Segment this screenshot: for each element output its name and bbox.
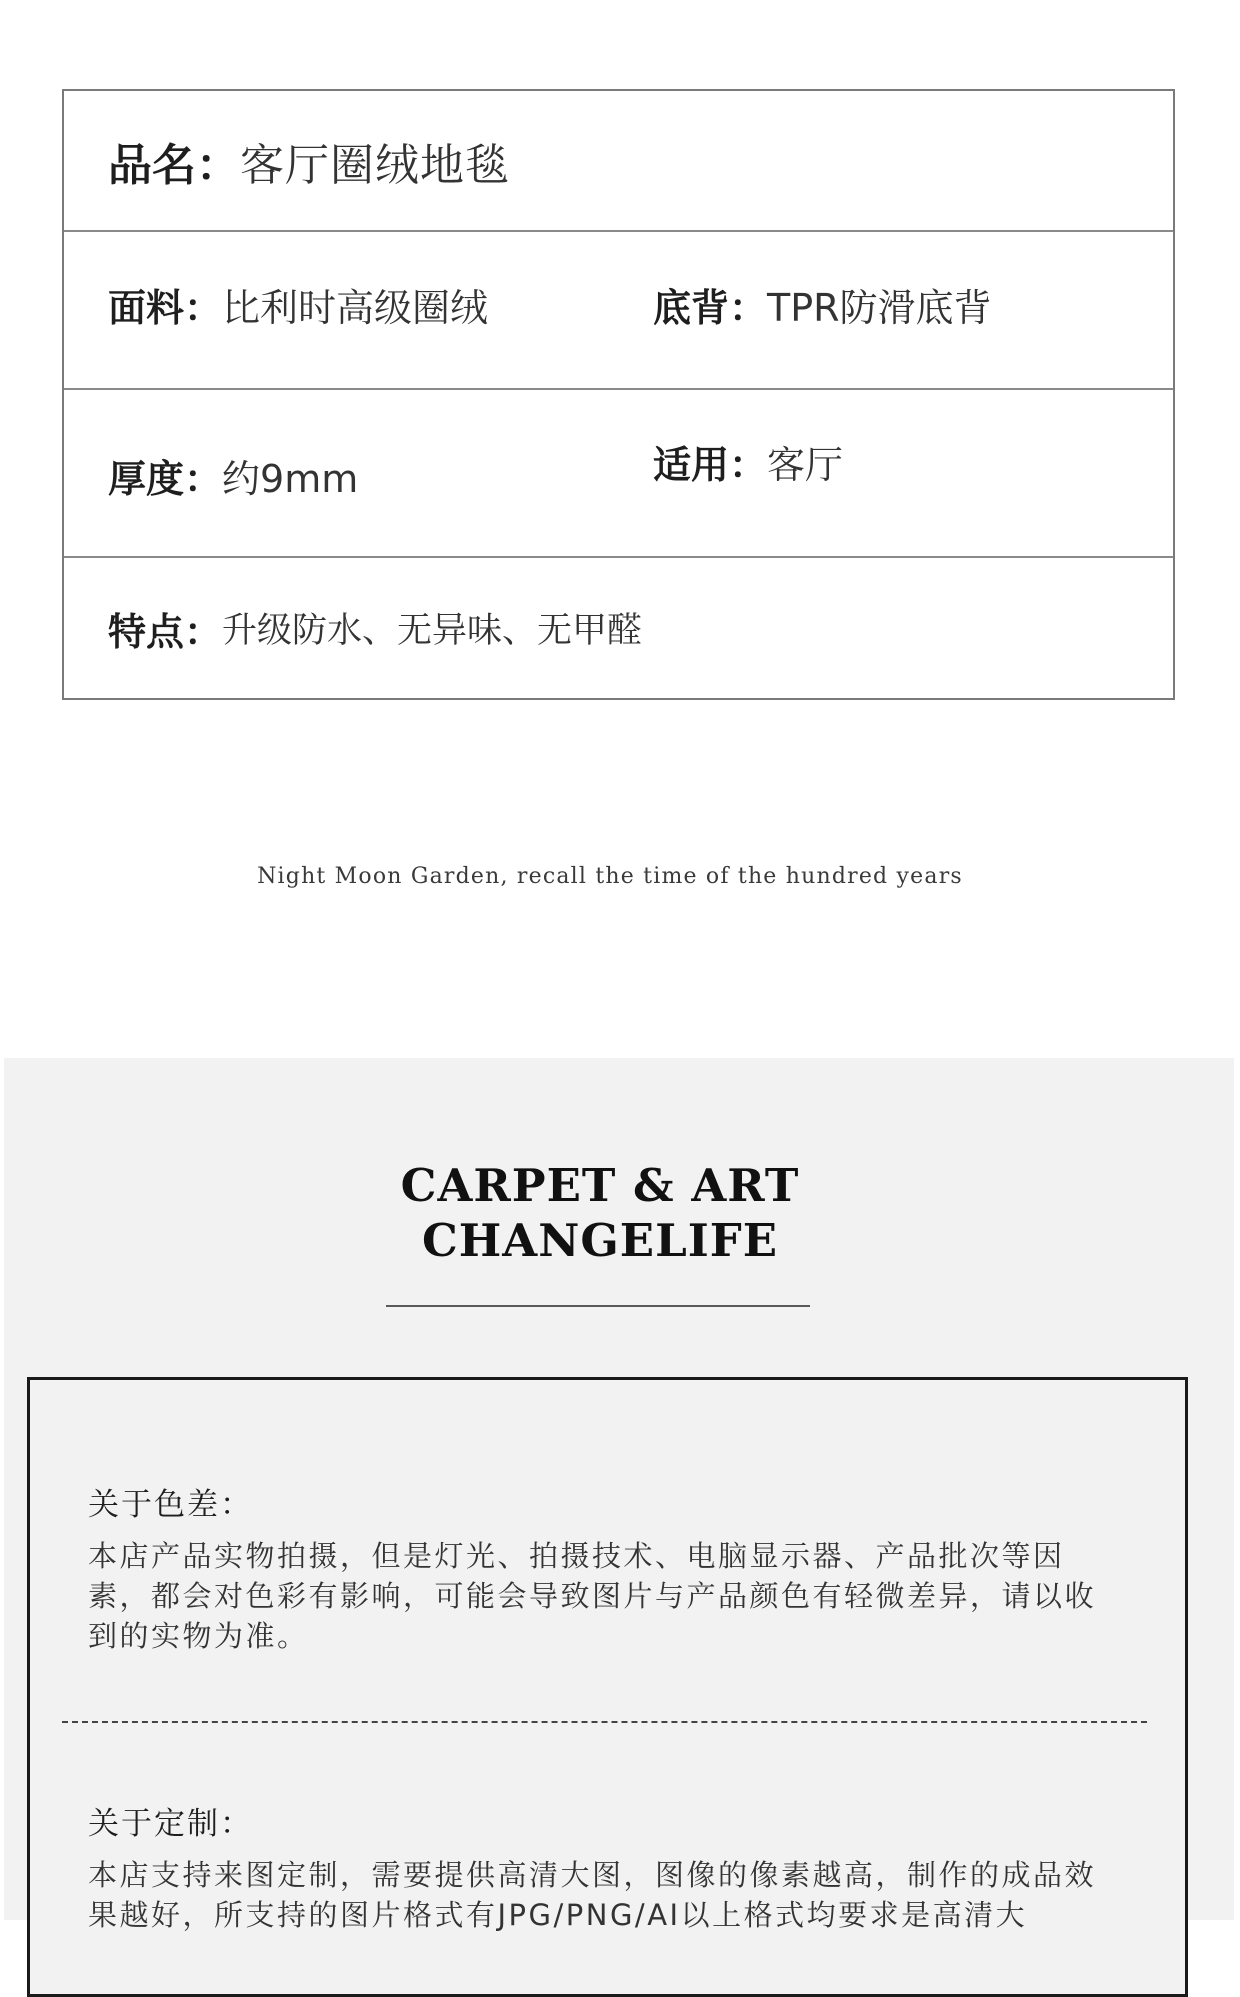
spec-row-features (64, 558, 1173, 698)
brand-line-2: CHANGELIFE (421, 1214, 779, 1267)
spec-row-thickness (64, 390, 1173, 558)
spec-value: TPR防滑底背 (767, 285, 992, 330)
spec-key: 底背： (653, 285, 768, 330)
notice-body-color: 本店产品实物拍摄，但是灯光、拍摄技术、电脑显示器、产品批次等因素，都会对色彩有影响，可能会导致图片与产品颜色有轻微差异，请以收到的实物为准。 (88, 1539, 1097, 1653)
spec-cell-name (108, 91, 510, 230)
brand-line-1: CARPET & ART (400, 1159, 800, 1212)
notice-title-custom: 关于定制： (88, 1806, 253, 1842)
spec-key: 特点： (108, 609, 223, 654)
spec-value: 客厅 (767, 442, 844, 487)
spec-cell-features (108, 558, 642, 698)
spec-value: 客厅圈绒地毯 (240, 139, 510, 191)
brand-underline (386, 1305, 810, 1307)
spec-cell-thickness (108, 392, 358, 558)
spec-row-material (64, 232, 1173, 390)
spec-key: 厚度： (108, 456, 223, 501)
spec-cell-backing (653, 226, 992, 382)
spec-key: 适用： (653, 442, 768, 487)
spec-cell-fabric (108, 226, 488, 382)
dashed-divider (62, 1721, 1147, 1723)
spec-value: 约9mm (222, 456, 359, 501)
tagline: Night Moon Garden, recall the time of the hundred years (257, 864, 963, 889)
brand-heading (0, 1158, 1200, 1268)
notice-title-color: 关于色差： (88, 1487, 253, 1523)
notice-body-custom: 本店支持来图定制，需要提供高清大图，图像的像素越高，制作的成品效果越好，所支持的图片格式有JPG/PNG/AI以上格式均要求是高清大 (88, 1858, 1097, 1932)
spec-key: 面料： (108, 285, 223, 330)
spec-table (62, 89, 1175, 700)
spec-cell-usage (653, 378, 843, 544)
spec-value: 升级防水、无异味、无甲醛 (222, 611, 643, 651)
spec-value: 比利时高级圈绒 (222, 285, 489, 330)
spec-row-name (64, 91, 1173, 232)
spec-key: 品名： (108, 139, 240, 191)
